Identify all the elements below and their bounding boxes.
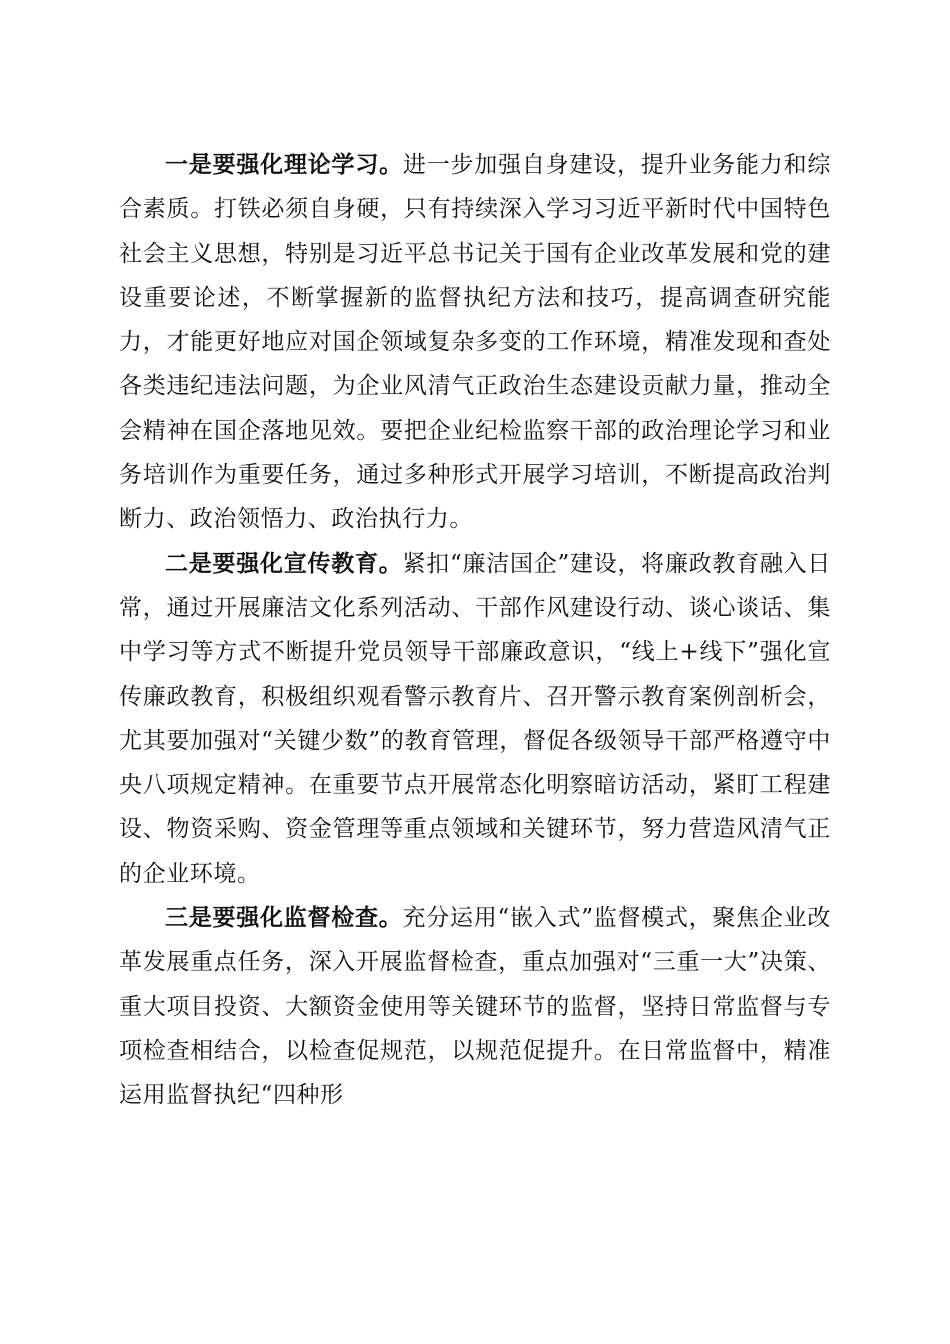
paragraph-lead: 三是要强化监督检查。 [165, 905, 403, 932]
paragraph-body: 紧扣“廉洁国企”建设，将廉政教育融入日常，通过开展廉洁文化系列活动、干部作风建设行动、谈心谈话、集中学习等方式不断提升党员领导干部廉政意识，“线上+线下”强化宣传廉政教育，积极组织观看警示教育片、召开警示教育案例剖析会，尤其要加强对“关键少数”的教育管理，督促各级领导干部严格遵守中央八项规定精神。在重要节点开展常态化明察暗访活动，紧盯工程建设、物资采购、资金管理等重点领域和关键环节，努力营造风清气正的企业环境。 [119, 550, 832, 887]
paragraph-publicity-education [119, 542, 831, 896]
paragraph-supervision-inspection [119, 896, 831, 1117]
paragraph-theory-study [119, 143, 831, 542]
paragraph-body: 充分运用“嵌入式”监督模式，聚焦企业改革发展重点任务，深入开展监督检查，重点加强对“三重一大”决策、重大项目投资、大额资金使用等关键环节的监督，坚持日常监督与专项检查相结合，以检查促规范，以规范促提升。在日常监督中，精准运用监督执纪“四种形 [119, 905, 832, 1109]
paragraph-body: 进一步加强自身建设，提升业务能力和综合素质。打铁必须自身硬，只有持续深入学习习近平新时代中国特色社会主义思想，特别是习近平总书记关于国有企业改革发展和党的建设重要论述，不断掌握新的监督执纪方法和技巧，提高调查研究能力，才能更好地应对国企领域复杂多变的工作环境，精准发现和查处各类违纪违法问题，为企业风清气正政治生态建设贡献力量，推动全会精神在国企落地见效。要把企业纪检监察干部的政治理论学习和业务培训作为重要任务，通过多种形式开展学习培训，不断提高政治判断力、政治领悟力、政治执行力。 [119, 152, 831, 533]
paragraph-lead: 一是要强化理论学习。 [165, 152, 403, 178]
paragraph-lead: 二是要强化宣传教育。 [165, 550, 403, 577]
document-page [119, 143, 831, 1118]
